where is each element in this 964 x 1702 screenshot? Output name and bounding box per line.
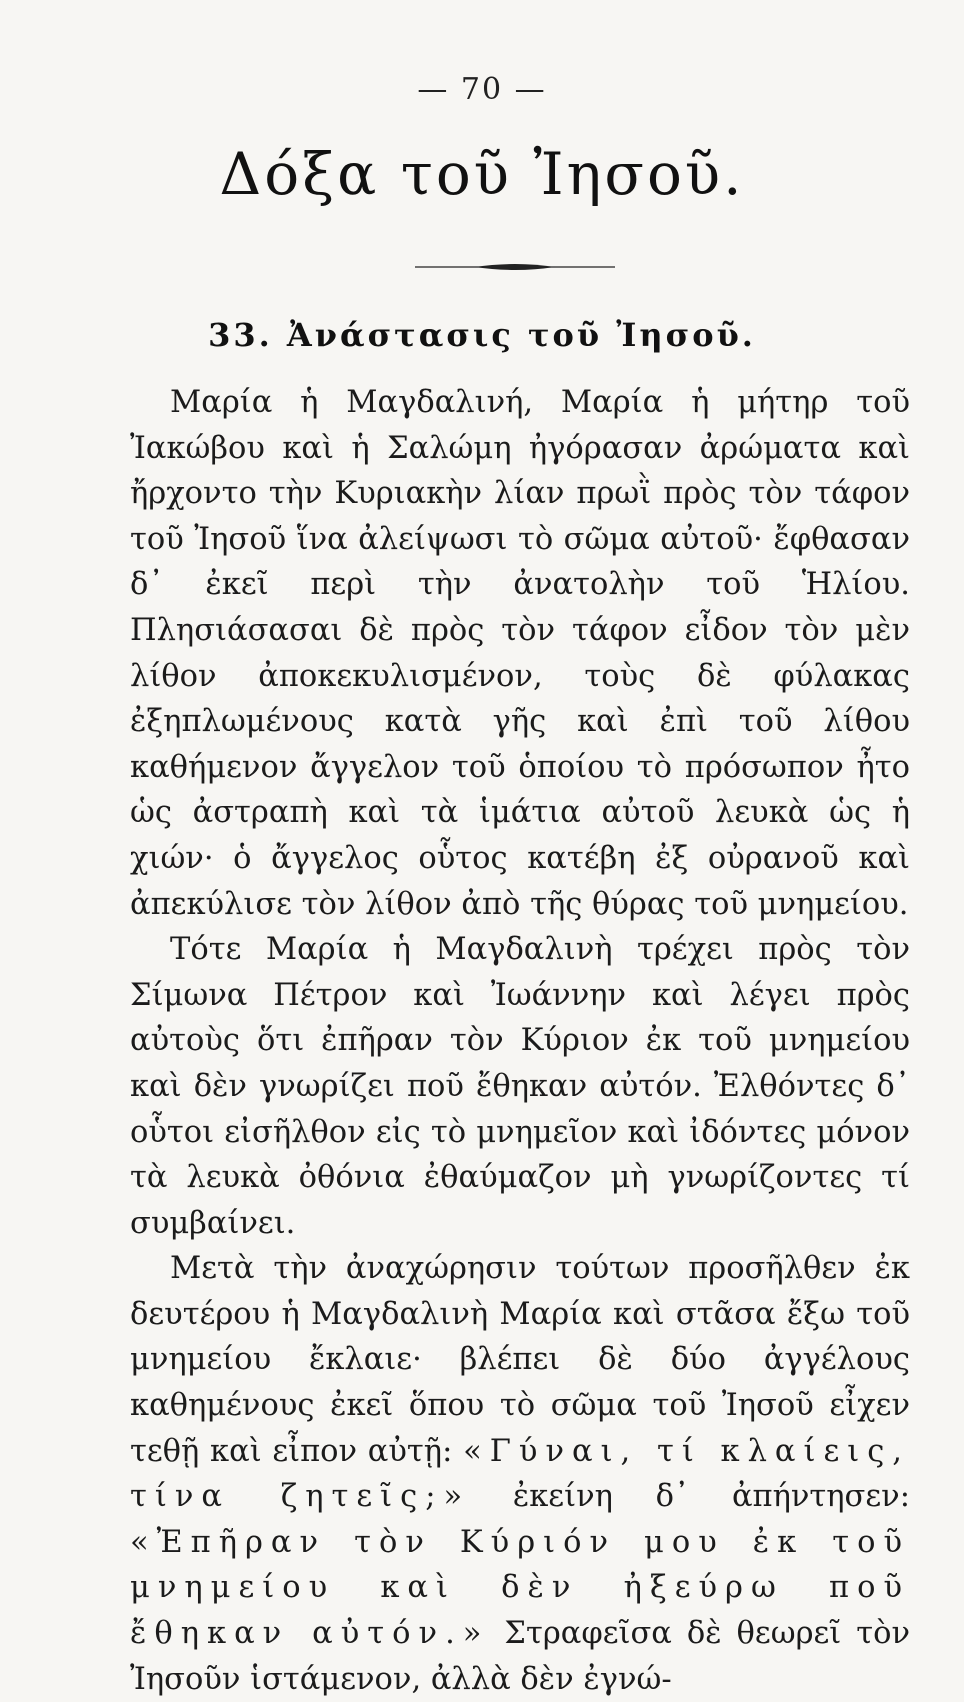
paragraph-3-text-after: Στραφεῖσα δὲ θεωρεῖ τὸν Ἰησοῦν ἱστάμενον, ἀλλὰ δὲν ἐγνώ- <box>130 1616 910 1697</box>
chapter-title: Δόξα τοῦ Ἰησοῦ. <box>219 140 745 208</box>
body-text <box>130 380 910 1702</box>
page-number: — 70 — <box>417 72 547 107</box>
paragraph-2: Τότε Μαρία ἡ Μαγδαλινὴ τρέχει πρὸς τὸν Σίμωνα Πέτρον καὶ Ἰωάννην καὶ λέγει πρὸς αὐτοὺς ὅτι ἐπῆραν τὸν Κύριον ἐκ τοῦ μνημείου καὶ δὲν γνωρίζει ποῦ ἔθηκαν αὐτόν. Ἐλθόντες δ᾽ οὗτοι εἰσῆλθον εἰς τὸ μνημεῖον καὶ ἰδόντες μόνον τὰ λευκὰ ὀθόνια ἐθαύμαζον μὴ γνωρίζοντες τί συμβαίνει. <box>130 932 910 1241</box>
paragraph-3-text-middle: ἐκείνη δ᾽ ἀπήντησεν: <box>470 1479 910 1515</box>
section-heading: 33. Ἀνάστασις τοῦ Ἰησοῦ. <box>208 316 756 354</box>
paragraph-1: Μαρία ἡ Μαγδαλινή, Μαρία ἡ μήτηρ τοῦ Ἰακώβου καὶ ἡ Σαλώμη ἠγόρασαν ἀρώματα καὶ ἤρχοντο τὴν Κυριακὴν λίαν πρωῒ πρὸς τὸν τάφον τοῦ Ἰησοῦ ἵνα ἀλείψωσι τὸ σῶμα αὐτοῦ· ἔφθασαν δ᾽ ἐκεῖ περὶ τὴν ἀνατολὴν τοῦ Ἡλίου. Πλησιάσασαι δὲ πρὸς τὸν τάφον εἶδον τὸν μὲν λίθον ἀποκεκυλισμένον, τοὺς δὲ φύλακας ἐξηπλωμένους κατὰ γῆς καὶ ἐπὶ τοῦ λίθου καθήμενον ἄγγελον τοῦ ὁποίου τὸ πρόσωπον ἦτο ὡς ἀστραπὴ καὶ τὰ ἱμάτια αὐτοῦ λευκὰ ὡς ἡ χιών· ὁ ἄγγελος οὗτος κατέβη ἐξ οὐρανοῦ καὶ ἀπεκύλισε τὸν λίθον ἀπὸ τῆς θύρας τοῦ μνημείου. <box>130 385 910 922</box>
paragraph-3 <box>130 1246 910 1702</box>
quote-angels: «Γύναι, τί κλαίεις, τίνα ζητεῖς;» <box>130 1433 910 1515</box>
quote-mary: «Ἐπῆραν τὸν Κύριόν μου ἐκ τοῦ μνημείου καὶ δὲν ἠξεύρω ποῦ ἔθηκαν αὐτόν.» <box>130 1524 910 1652</box>
paragraph-3-text-before: Μετὰ τὴν ἀναχώρησιν τούτων προσῆλθεν ἐκ δευτέρου ἡ Μαγδαλινὴ Μαρία καὶ στᾶσα ἔξω τοῦ μνημείου ἔκλαιε· βλέπει δὲ δύο ἀγγέλους καθημένους ἐκεῖ ὅπου τὸ σῶμα τοῦ Ἰησοῦ εἶχεν τεθῇ καὶ εἶπον αὐτῇ: <box>130 1251 910 1469</box>
ornamental-divider-icon <box>415 262 615 272</box>
